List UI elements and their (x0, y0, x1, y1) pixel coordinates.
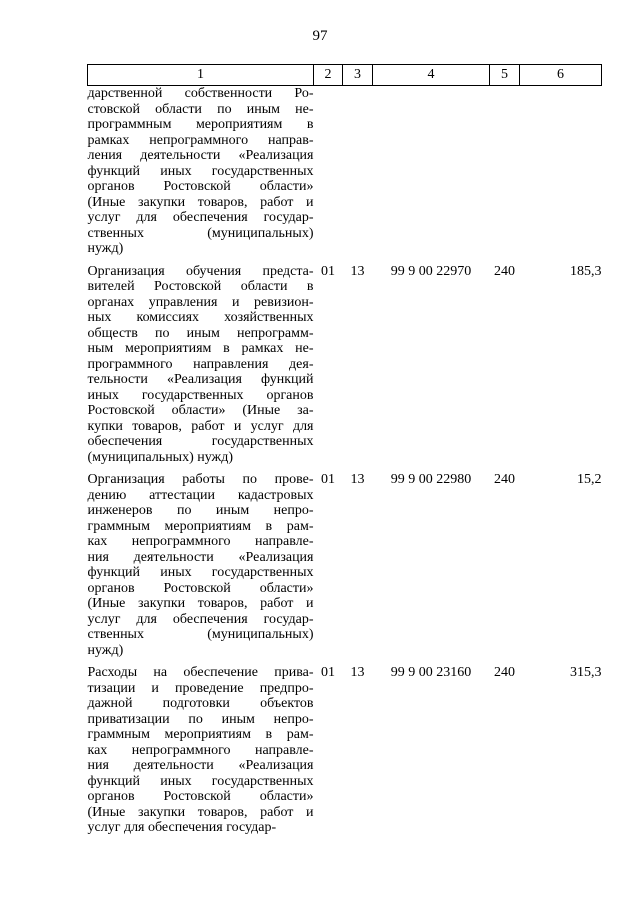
row-description (88, 86, 314, 264)
description-line: органов Ростовской области» (87, 179, 314, 194)
header-col-6: 6 (520, 65, 602, 86)
row-description (88, 264, 314, 473)
description-line: (Иные закупки товаров, работ и (87, 596, 314, 611)
budget-table (87, 64, 602, 843)
header-col-5: 5 (490, 65, 520, 86)
row-amount: 185,3 (570, 263, 602, 279)
description-line: Расходы на обеспечение прива- (87, 665, 314, 680)
description-line: вителей Ростовской области в (87, 279, 314, 294)
description-line: обществ по иным непрограмм- (87, 325, 314, 341)
description-line: функций иных государственных (87, 565, 314, 580)
page-number: 97 (312, 28, 328, 44)
description-line: тизации и проведение предпро- (87, 680, 314, 696)
row-section-code: 01 (321, 472, 335, 487)
row-description (88, 665, 314, 843)
row-expense-type (490, 86, 520, 264)
row-expense-type: 240 (494, 665, 515, 680)
description-line: ным мероприятиям в рамках не- (87, 341, 314, 356)
description-line: рамках непрограммного направ- (87, 132, 314, 148)
description-line: обеспечения государственных (87, 434, 314, 449)
description-line: услуг для обеспечения государ- (87, 210, 314, 225)
description-line: функций иных государственных (87, 163, 314, 179)
row-target-article (373, 86, 490, 264)
row-subsection-code (343, 86, 373, 264)
header-col-1: 1 (88, 65, 314, 86)
table-row (88, 665, 602, 843)
header-col-4: 4 (373, 65, 490, 86)
description-line: тельности «Реализация функций (87, 372, 314, 387)
description-line: программным мероприятиям в (87, 117, 314, 132)
row-target-article: 99 9 00 23160 (390, 665, 472, 680)
table-row (88, 264, 602, 473)
row-amount: 15,2 (577, 472, 602, 487)
description-line: иных государственных органов (87, 387, 314, 403)
row-expense-type: 240 (494, 263, 515, 279)
table-row (88, 472, 602, 665)
description-line: ления деятельности «Реализация (87, 148, 314, 163)
description-line: дению аттестации кадастровых (87, 487, 314, 503)
description-line: дарственной собственности Ро- (87, 86, 314, 101)
row-amount (520, 86, 602, 264)
description-line: нужд) (87, 642, 124, 658)
description-line: (Иные закупки товаров, работ и (87, 804, 314, 820)
description-line: нужд) (87, 241, 124, 256)
description-line: приватизации по иным непро- (87, 711, 314, 727)
description-line: функций иных государственных (87, 773, 314, 789)
description-line: программного направления дея- (87, 356, 314, 372)
header-col-3: 3 (343, 65, 373, 86)
row-section-code: 01 (321, 263, 335, 279)
table-body (88, 86, 602, 843)
description-line: ственных (муниципальных) (87, 225, 314, 241)
description-line: граммным мероприятиям в рам- (87, 518, 314, 534)
description-line: органов Ростовской области» (87, 580, 314, 596)
description-line: услуг для обеспечения государ- (87, 611, 314, 627)
description-line: услуг для обеспечения государ- (87, 820, 277, 835)
description-line: граммным мероприятиям в рам- (87, 727, 314, 742)
row-target-article: 99 9 00 22980 (390, 472, 472, 487)
description-line: ния деятельности «Реализация (87, 758, 314, 773)
row-expense-type: 240 (494, 472, 515, 487)
header-row (88, 65, 602, 86)
description-line: ственных (муниципальных) (87, 627, 314, 642)
description-line: стовской области по иным не- (87, 101, 314, 117)
row-description (88, 472, 314, 665)
description-line: Организация работы по прове- (87, 472, 314, 487)
row-subsection-code: 13 (350, 263, 365, 279)
description-line: купки товаров, работ и услуг для (87, 418, 314, 434)
row-section-code: 01 (321, 665, 335, 680)
row-section-code (314, 86, 343, 264)
header-col-2: 2 (314, 65, 343, 86)
description-line: инженеров по иным непро- (87, 503, 314, 518)
description-line: органах управления и ревизион- (87, 294, 314, 310)
table-row (88, 86, 602, 264)
row-subsection-code: 13 (350, 472, 365, 487)
row-amount: 315,3 (570, 665, 602, 680)
description-line: ных комиссиях хозяйственных (87, 310, 314, 325)
description-line: ния деятельности «Реализация (87, 549, 314, 565)
description-line: ках непрограммного направле- (87, 742, 314, 758)
description-line: ках непрограммного направле- (87, 534, 314, 549)
description-line: дажной подготовки объектов (87, 696, 314, 711)
row-target-article: 99 9 00 22970 (390, 263, 472, 279)
description-line: (муниципальных) нужд) (87, 449, 234, 465)
row-subsection-code: 13 (350, 665, 365, 680)
description-line: Ростовской области» (Иные за- (87, 403, 314, 418)
description-line: (Иные закупки товаров, работ и (87, 194, 314, 210)
description-line: Организация обучения предста- (87, 263, 314, 279)
description-line: органов Ростовской области» (87, 789, 314, 804)
